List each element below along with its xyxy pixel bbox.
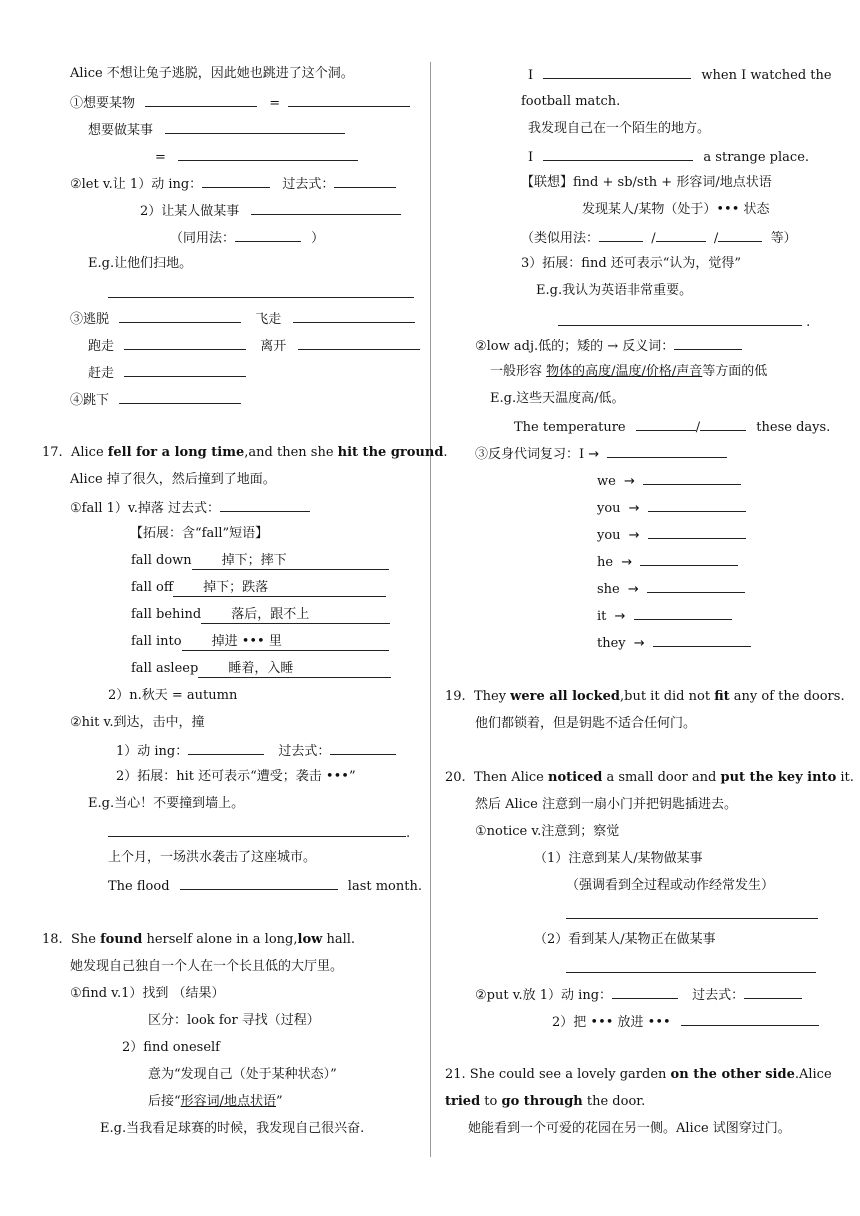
answer-blank	[681, 1013, 819, 1026]
answer-blank	[566, 960, 816, 973]
text-line: I a strange place.	[528, 150, 810, 165]
answer-blank	[119, 310, 241, 323]
answer-blank	[108, 285, 414, 298]
answer-blank	[653, 634, 751, 647]
answer-blank	[656, 229, 706, 242]
phrase-en: fall down	[131, 553, 192, 568]
answer-blank	[235, 229, 301, 242]
text-line: 她能看到一个可爱的花园在另一侧。Alice 试图穿过门。	[468, 1121, 791, 1136]
fall-phrase-item	[131, 553, 389, 570]
phrase-en: fall off	[131, 580, 174, 595]
answer-blank	[288, 94, 410, 107]
answer-blank	[558, 313, 802, 326]
answer-blank	[119, 391, 241, 404]
answer-line: .	[108, 824, 410, 842]
fall-phrase-item	[131, 661, 391, 678]
answer-blank	[293, 310, 415, 323]
text-line: 想要做某事	[88, 121, 345, 139]
text-line: 2）让某人做某事	[140, 202, 401, 220]
text-line: ②let v.让 1）动 ing： 过去式：	[70, 175, 396, 193]
answer-blank	[640, 553, 738, 566]
fall-phrase-item	[131, 634, 389, 651]
answer-blank	[634, 607, 732, 620]
pronoun-item	[597, 580, 745, 598]
pronoun-word: we	[597, 474, 616, 489]
answer-blank	[108, 824, 406, 837]
text-line: E.g.当心！不要撞到墙上。	[88, 796, 245, 811]
answer-blank	[180, 877, 338, 890]
text-line: 发现某人/某物（处于）••• 状态	[582, 202, 770, 217]
text-line: 1）动 ing： 过去式：	[116, 742, 396, 760]
text-line: I when I watched the	[528, 68, 832, 83]
answer-line	[108, 285, 414, 303]
pronoun-item	[597, 499, 746, 517]
answer-blank	[566, 906, 818, 919]
arrow-icon: →	[617, 555, 637, 570]
answer-line	[566, 960, 816, 978]
answer-blank	[700, 418, 746, 431]
text-line: E.g.让他们扫地。	[88, 256, 193, 271]
text-line: ③逃脱 飞走	[70, 310, 415, 328]
answer-blank	[648, 499, 746, 512]
answer-blank	[298, 337, 420, 350]
pronoun-item	[597, 634, 751, 652]
text-line: ②hit v.到达，击中，撞	[70, 715, 205, 730]
text-line: （2）看到某人/某物正在做某事	[534, 932, 716, 947]
text-line: Alice 掉了很久，然后撞到了地面。	[70, 472, 276, 487]
answer-blank	[643, 472, 741, 485]
text-line: ③反身代词复习：I →	[475, 445, 727, 463]
answer-line: .	[558, 313, 810, 331]
phrase-cn: 掉进 ••• 里	[182, 634, 389, 651]
text-line: 一般形容 物体的高度/温度/价格/声音等方面的低	[490, 364, 768, 379]
answer-blank	[674, 337, 742, 350]
pronoun-word: it	[597, 609, 607, 624]
answer-blank	[599, 229, 643, 242]
text-line: 【拓展：含“fall”短语】	[130, 526, 269, 541]
text-line: 3）拓展：find 还可表示“认为，觉得”	[521, 256, 742, 271]
text-line: 他们都锁着，但是钥匙不适合任何门。	[475, 716, 697, 731]
phrase-cn: 掉下；跌落	[173, 580, 386, 597]
answer-blank	[718, 229, 762, 242]
answer-blank	[124, 337, 246, 350]
arrow-icon: →	[629, 636, 649, 651]
phrase-cn: 落后，跟不上	[201, 607, 390, 624]
answer-blank	[543, 148, 693, 161]
pronoun-word: she	[597, 582, 620, 597]
arrow-icon: →	[624, 501, 644, 516]
pronoun-word: you	[597, 528, 621, 543]
text-line: ①find v.1）找到 （结果）	[70, 986, 225, 1001]
text-line: ②low adj.低的；矮的 → 反义词：	[475, 337, 742, 355]
text-line: 区分：look for 寻找（过程）	[148, 1013, 320, 1028]
text-line: E.g.我认为英语非常重要。	[536, 283, 693, 298]
answer-line	[566, 906, 818, 924]
answer-blank	[744, 986, 802, 999]
text-line: Alice 不想让兔子逃脱，因此她也跳进了这个洞。	[70, 66, 354, 81]
pronoun-item	[597, 553, 738, 571]
pronoun-word: they	[597, 636, 626, 651]
sentence-21: 21. She could see a lovely garden on the other side.Alice	[445, 1067, 832, 1082]
answer-blank	[334, 175, 396, 188]
text-line: 赶走	[88, 364, 246, 382]
text-line: ④跳下	[70, 391, 241, 409]
text-line: （类似用法： / / 等）	[521, 231, 797, 246]
text-line: ①想要某物 =	[70, 94, 410, 112]
answer-blank	[648, 526, 746, 539]
text-line: （强调看到全过程或动作经常发生）	[566, 878, 775, 893]
answer-blank	[607, 445, 727, 458]
answer-blank	[251, 202, 401, 215]
text-line: football match.	[521, 94, 621, 109]
column-divider	[430, 62, 431, 1157]
answer-blank	[188, 742, 264, 755]
text-line: ①notice v.注意到；察觉	[475, 824, 620, 839]
pronoun-item	[597, 607, 732, 625]
phrase-cn: 掉下；摔下	[192, 553, 389, 570]
arrow-icon: →	[610, 609, 630, 624]
text-line: 2）拓展：hit 还可表示“遭受；袭击 •••”	[116, 769, 356, 784]
phrase-en: fall asleep	[131, 661, 199, 676]
fall-phrase-item	[131, 580, 386, 597]
fall-phrase-item	[131, 607, 390, 624]
text-line: 2）find oneself	[122, 1040, 220, 1055]
answer-blank	[612, 986, 678, 999]
text-line: E.g.这些天温度高/低。	[490, 391, 625, 406]
text-line: 跑走 离开	[88, 337, 420, 355]
pronoun-item	[597, 526, 746, 544]
sentence-20: 20. Then Alice noticed a small door and put the key into it.	[445, 770, 854, 785]
sentence-18: 18. She found herself alone in a long,low hall.	[42, 932, 356, 947]
text-line: ①fall 1）v.掉落 过去式：	[70, 499, 310, 517]
phrase-cn: 睡着，入睡	[198, 661, 391, 678]
answer-blank	[202, 175, 270, 188]
text-line: 2）n.秋天 = autumn	[108, 688, 238, 703]
text-line: 后接“形容词/地点状语”	[148, 1094, 283, 1109]
text-line: （同用法： ）	[170, 231, 325, 246]
text-line: 【联想】find + sb/sth + 形容词/地点状语	[521, 175, 772, 190]
phrase-en: fall behind	[131, 607, 202, 622]
pronoun-item	[597, 472, 741, 490]
arrow-icon: →	[619, 474, 639, 489]
sentence-17: 17. Alice fell for a long time,and then she hit the ground.	[42, 445, 448, 460]
answer-blank	[543, 66, 691, 79]
arrow-icon: →	[624, 528, 644, 543]
text-line: （1）注意到某人/某物做某事	[534, 851, 703, 866]
text-line: 意为“发现自己（处于某种状态）”	[148, 1067, 337, 1082]
answer-blank	[178, 148, 358, 161]
text-line: ②put v.放 1）动 ing： 过去式：	[475, 986, 802, 1004]
answer-blank	[145, 94, 257, 107]
text-line: The temperature / these days.	[514, 420, 831, 435]
text-line: 上个月，一场洪水袭击了这座城市。	[108, 850, 317, 865]
text-line: 我发现自己在一个陌生的地方。	[528, 121, 711, 136]
answer-blank	[636, 418, 696, 431]
sentence-19: 19. They were all locked,but it did not fit any of the doors.	[445, 689, 845, 704]
text-line: 2）把 ••• 放进 •••	[552, 1013, 819, 1031]
answer-blank	[330, 742, 396, 755]
phrase-en: fall into	[131, 634, 182, 649]
text-line: tried to go through the door.	[445, 1094, 646, 1109]
arrow-icon: →	[623, 582, 643, 597]
text-line: 然后 Alice 注意到一扇小门并把钥匙插进去。	[475, 797, 737, 812]
text-line: E.g.当我看足球赛的时候，我发现自己很兴奋.	[100, 1121, 365, 1136]
answer-blank	[165, 121, 345, 134]
pronoun-word: he	[597, 555, 614, 570]
answer-blank	[220, 499, 310, 512]
text-line: =	[155, 148, 358, 166]
text-line: The flood last month.	[108, 879, 422, 894]
text-line: 她发现自己独自一个人在一个长且低的大厅里。	[70, 959, 344, 974]
answer-blank	[124, 364, 246, 377]
answer-blank	[647, 580, 745, 593]
pronoun-word: you	[597, 501, 621, 516]
